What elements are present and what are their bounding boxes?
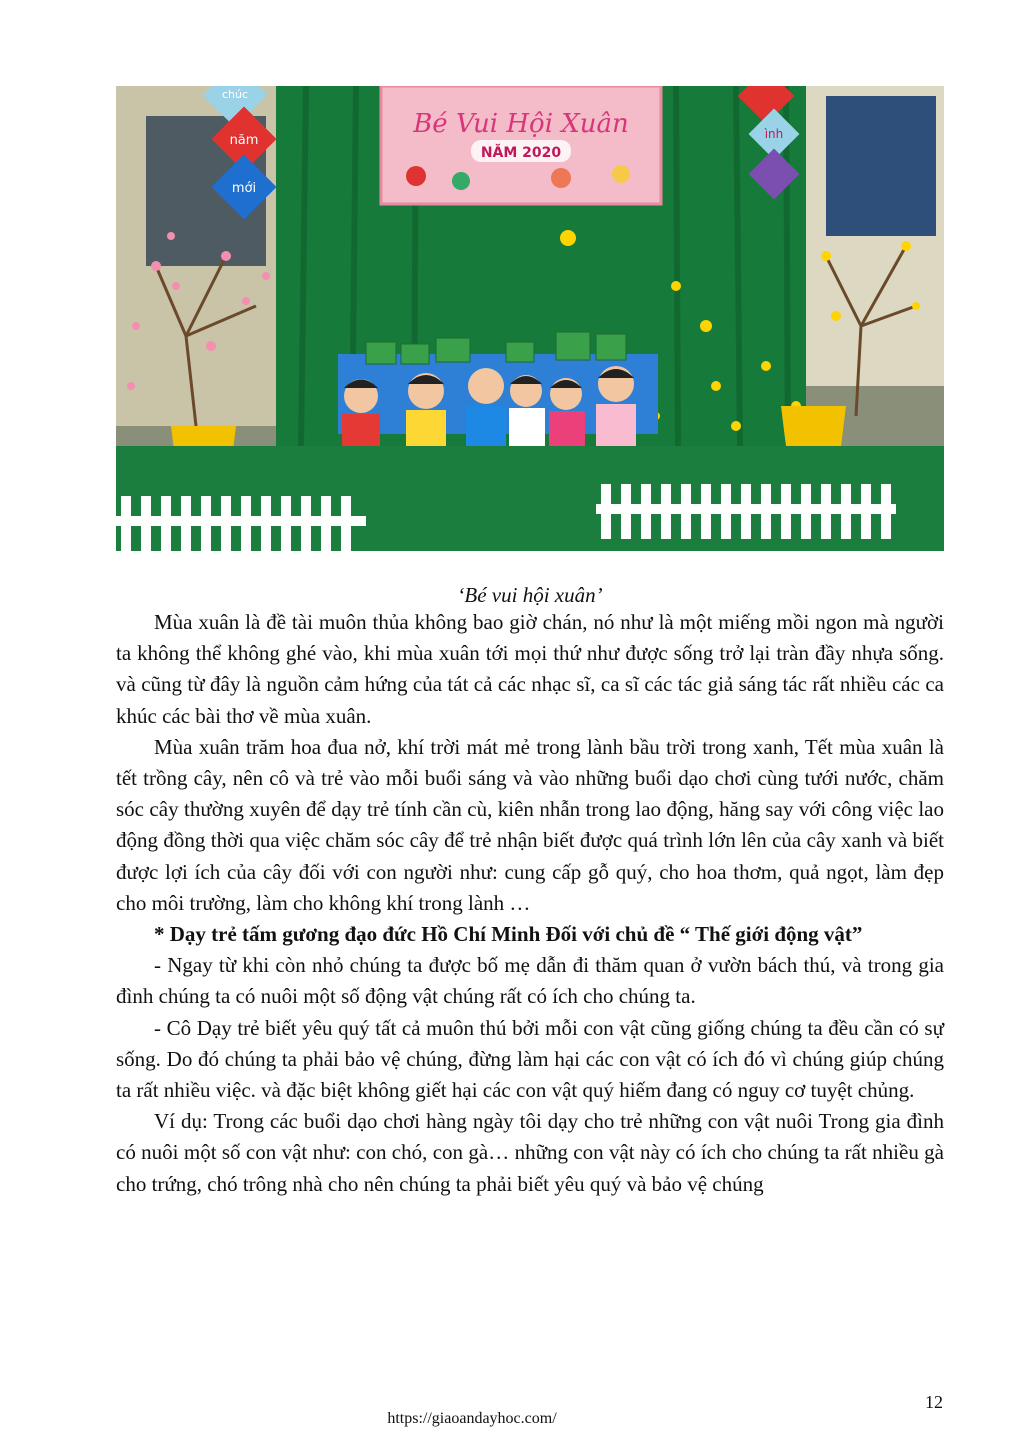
- banner-year: NĂM 2020: [480, 145, 562, 161]
- paragraph: - Cô Dạy trẻ biết yêu quý tất cả muôn thú bởi mỗi con vật cũng giống chúng ta đều cần có sự sống. Do đó chúng ta phải bảo vệ chúng, đừng làm hại các con vật có ích đó vì chúng giúp chúng ta rất nhiều việc. và đặc biệt không giết hại các con vật quý hiếm đang có nguy cơ tuyệt chủng.: [116, 1015, 944, 1103]
- sign-word-2: năm: [229, 133, 259, 148]
- body-text: [116, 607, 944, 1200]
- paragraph: - Ngay từ khi còn nhỏ chúng ta được bố mẹ dẫn đi thăm quan ở vườn bách thú, và trong gia đình chúng ta có nuôi một số động vật chúng rất có ích cho chúng ta.: [116, 953, 944, 1009]
- section-heading: * Dạy trẻ tấm gương đạo đức Hồ Chí Minh Đối với chủ đề “ Thế giới động vật”: [154, 922, 863, 947]
- sign-word-3: mới: [231, 181, 257, 196]
- photo-caption: ‘Bé vui hội xuân’: [457, 583, 603, 607]
- paragraph: Ví dụ: Trong các buổi dạo chơi hàng ngày tôi dạy cho trẻ những con vật nuôi Trong gia đình có nuôi một số con vật như: con chó, con gà… những con vật này có ích cho chúng ta rất nhiều gà cho trứng, chó trông nhà cho nên chúng ta phải biết yêu quý và bảo vệ chúng: [116, 1109, 944, 1196]
- paragraph: Mùa xuân là đề tài muôn thủa không bao giờ chán, nó như là một miếng mồi ngon mà người ta không thể không ghé vào, khi mùa xuân tới mọi thứ như được sống trở lại tràn đầy nhựa sống. và cũng từ đây là nguồn cảm hứng của tát cả các nhạc sĩ, ca sĩ các tác giả sáng tác rất nhiều các ca khúc các bài thơ về mùa xuân.: [116, 610, 944, 728]
- spring-festival-photo: [116, 86, 944, 551]
- page-number: 12: [925, 1392, 943, 1412]
- sign-word-right: ình: [764, 127, 784, 141]
- footer-url[interactable]: https://giaoandayhoc.com/: [387, 1410, 557, 1427]
- banner-title: Bé Vui Hội Xuân: [413, 109, 629, 139]
- paragraph: Mùa xuân trăm hoa đua nở, khí trời mát mẻ trong lành bầu trời trong xanh, Tết mùa xuân là tết trồng cây, nên cô và trẻ vào mỗi buổi sáng và vào những buổi dạo chơi cùng tưới nước, chăm sóc cây thường xuyên để dạy trẻ tính cần cù, kiên nhẫn trong lao động, hăng say với công việc lao động đồng thời qua việc chăm sóc cây để trẻ nhận biết được quá trình lớn lên của cây xanh và biết được lợi ích của cây đối với con người như: cung cấp gỗ quý, cho hoa thơm, quả ngọt, làm đẹp cho môi trường, làm cho không khí trong lành …: [116, 734, 944, 915]
- sign-word-1: chúc: [221, 88, 249, 101]
